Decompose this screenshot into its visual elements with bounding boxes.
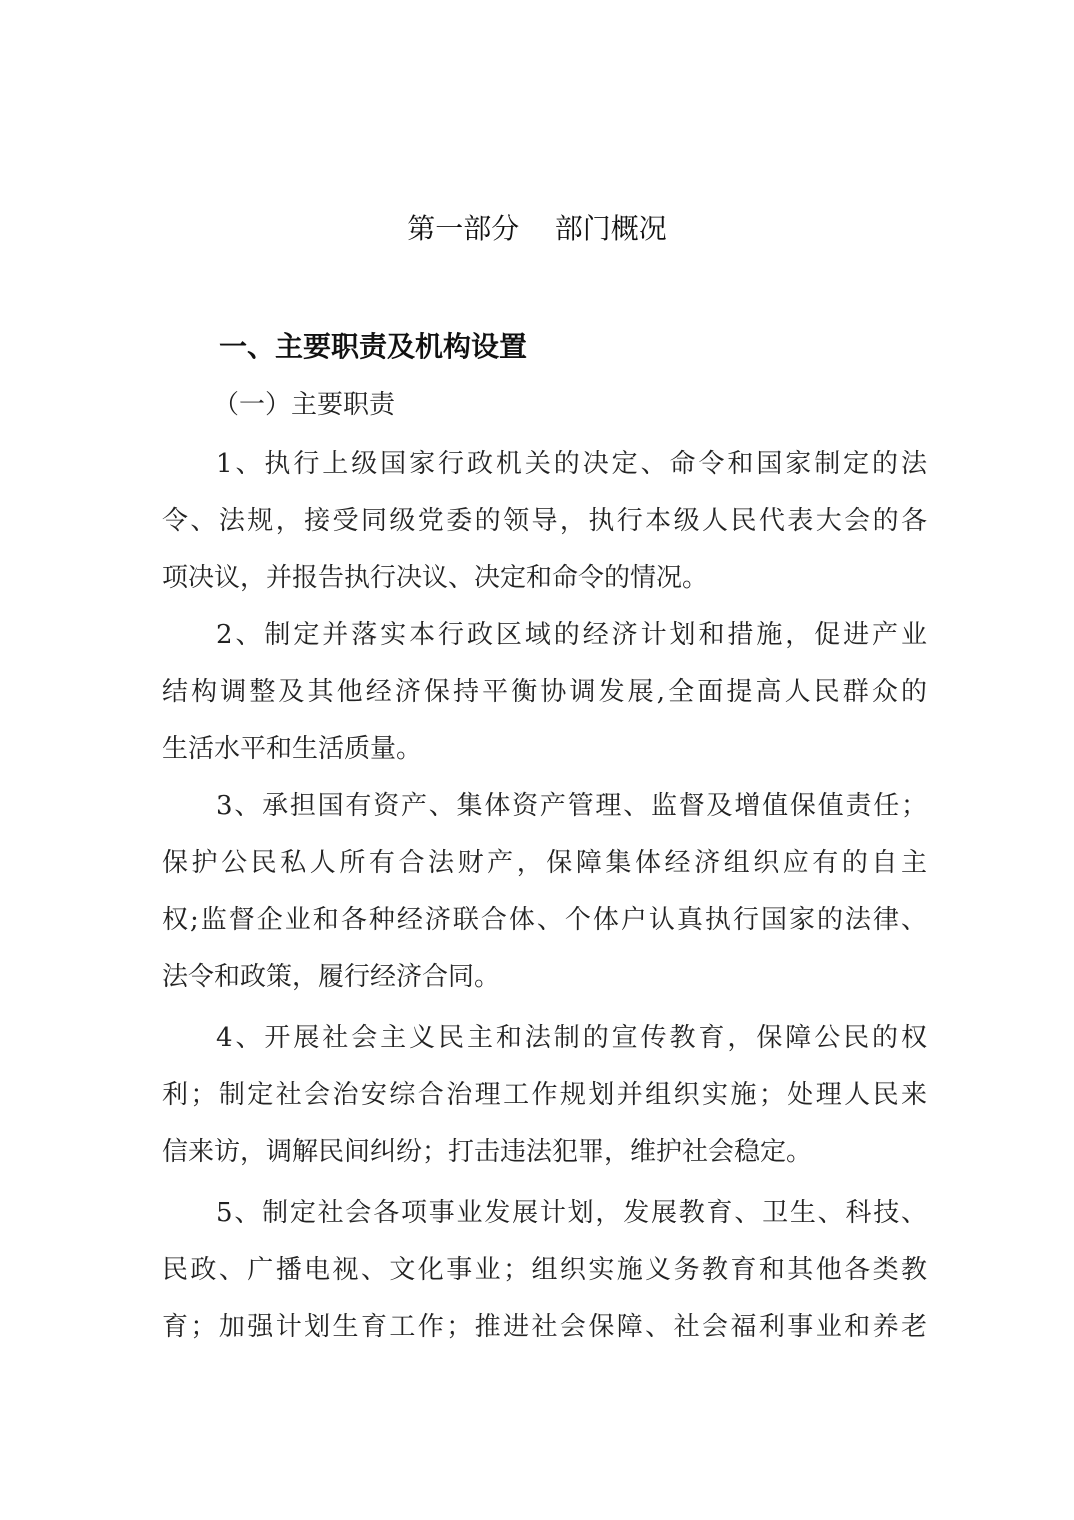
paragraph-line: 育；加强计划生育工作；推进社会保障、社会福利事业和养老 — [162, 1312, 927, 1342]
paragraph-line: 1、执行上级国家行政机关的决定、命令和国家制定的法 — [216, 449, 927, 479]
paragraph-line: 令、法规，接受同级党委的领导，执行本级人民代表大会的各 — [162, 506, 927, 536]
paragraph-line: 生活水平和生活质量。 — [162, 734, 423, 764]
paragraph-line: 项决议，并报告执行决议、决定和命令的情况。 — [162, 563, 709, 593]
section-heading: 一、主要职责及机构设置 — [219, 330, 528, 363]
paragraph-line: 信来访，调解民间纠纷；打击违法犯罪，维护社会稳定。 — [162, 1137, 813, 1167]
paragraph-line: 结构调整及其他经济保持平衡协调发展,全面提高人民群众的 — [162, 677, 927, 707]
paragraph-line: 法令和政策，履行经济合同。 — [162, 962, 501, 992]
paragraph-line: 5、制定社会各项事业发展计划，发展教育、卫生、科技、 — [216, 1198, 927, 1228]
paragraph-line: 民政、广播电视、文化事业；组织实施义务教育和其他各类教 — [162, 1255, 927, 1285]
paragraph-duty-3 — [162, 778, 927, 1006]
paragraph-line: 2、制定并落实本行政区域的经济计划和措施，促进产业 — [216, 620, 927, 650]
paragraph-duty-4 — [162, 1010, 927, 1181]
paragraph-line: 4、开展社会主义民主和法制的宣传教育，保障公民的权 — [216, 1023, 927, 1053]
paragraph-line: 3、承担国有资产、集体资产管理、监督及增值保值责任； — [216, 791, 927, 821]
paragraph-line: 保护公民私人所有合法财产，保障集体经济组织应有的自主 — [162, 848, 927, 878]
paragraph-duty-2 — [162, 607, 927, 778]
paragraph-line: 利；制定社会治安综合治理工作规划并组织实施；处理人民来 — [162, 1080, 927, 1110]
subsection-heading: （一）主要职责 — [213, 390, 396, 420]
paragraph-duty-1 — [162, 436, 927, 607]
paragraph-duty-5 — [162, 1185, 927, 1356]
paragraph-line: 权;监督企业和各种经济联合体、个体户认真执行国家的法律、 — [162, 905, 927, 935]
page-title: 第一部分 部门概况 — [407, 212, 667, 245]
